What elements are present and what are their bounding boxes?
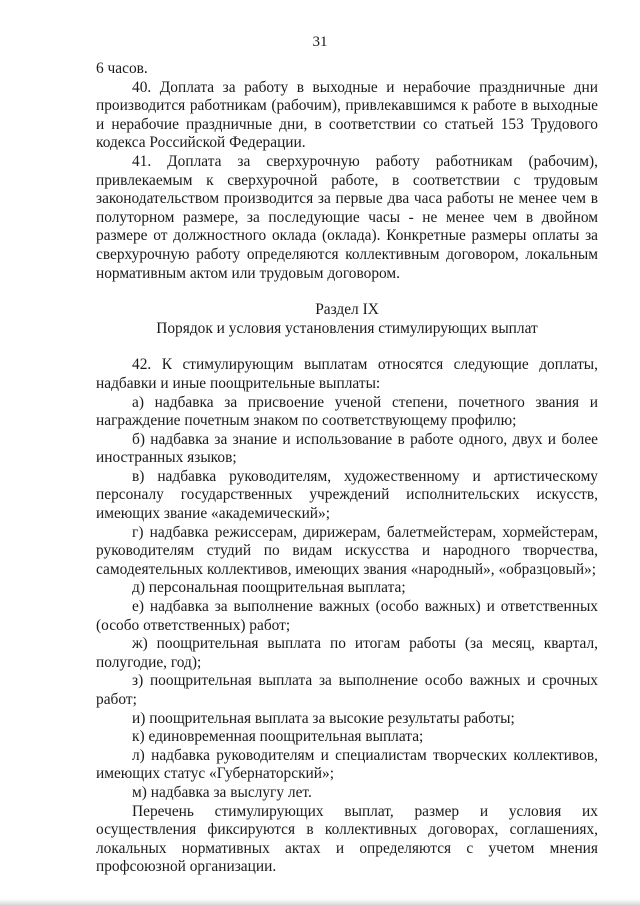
list-item-g: г) надбавка режиссерам, дирижерам, балетмейстерам, хормейстерам, руководителям студий по видам искусства и народного творчества, самодеятельных коллективов, имеющих звания «народный», «образцовый»; [96,523,598,578]
list-item-l: л) надбавка руководителям и специалистам творческих коллективов, имеющих статус «Губернаторский»; [96,746,598,783]
paragraph-40: 40. Доплата за работу в выходные и нерабочие праздничные дни производится работникам (рабочим), привлекавшимся к работе в выходные и нерабочие праздничные дни, в соответствии со статьей 153 Трудового кодекса Российской Федерации. [96,78,598,152]
list-item-b: б) надбавка за знание и использование в работе одного, двух и более иностранных языков; [96,430,598,467]
spacer [96,338,598,356]
list-item-m: м) надбавка за выслугу лет. [132,783,312,801]
list-item-v: в) надбавка руководителям, художественному и артистическому персоналу государственных учреждений исполнительских искусств, имеющих звание «академический»; [96,467,598,523]
paragraph-42: 42. К стимулирующим выплатам относятся следующие доплаты, надбавки и иные поощрительные выплаты: [96,356,598,392]
list-item-d: д) персональная поощрительная выплата; [132,579,406,597]
list-item-a: а) надбавка за присвоение ученой степени, почетного звания и награждение почетным знаком по соответствующему профилю; [96,393,598,430]
list-item-zh: ж) поощрительная выплата по итогам работы (за месяц, квартал, полугодие, год); [96,635,598,671]
continuation-text: 6 часов. [96,60,148,77]
list-item-k: к) единовременная поощрительная выплата; [132,728,424,746]
spacer [96,283,598,301]
paragraph-41: 41. Доплата за сверхурочную работу работникам (рабочим), привлекаемым к сверхурочной работе, в соответствии с трудовым законодательством производится за первые два часа работы не менее чем в полуторном размере, за последующие часы - не менее чем в двойном размере от должностного оклада (оклада). Конкретные размеры оплаты за сверхурочную работу определяются коллективным договором, локальным нормативным актом или трудовым договором. [96,152,598,282]
section-title: Порядок и условия установления стимулирующих выплат [156,319,538,337]
list-item-e: е) надбавка за выполнение важных (особо важных) и ответственных (особо ответственных) работ; [96,598,598,634]
document-body [96,60,598,877]
list-item-i: и) поощрительная выплата за высокие результаты работы; [132,709,515,727]
section-number: Раздел IX [315,301,379,319]
scan-bottom-edge [0,899,640,905]
page-number: 31 [312,34,328,50]
list-item-z: з) поощрительная выплата за выполнение особо важных и срочных работ; [96,672,598,708]
final-paragraph: Перечень стимулирующих выплат, размер и условия их осуществления фиксируются в коллективных договорах, соглашениях, локальных нормативных актах и определяются с учетом мнения профсоюзной организации. [96,802,598,876]
